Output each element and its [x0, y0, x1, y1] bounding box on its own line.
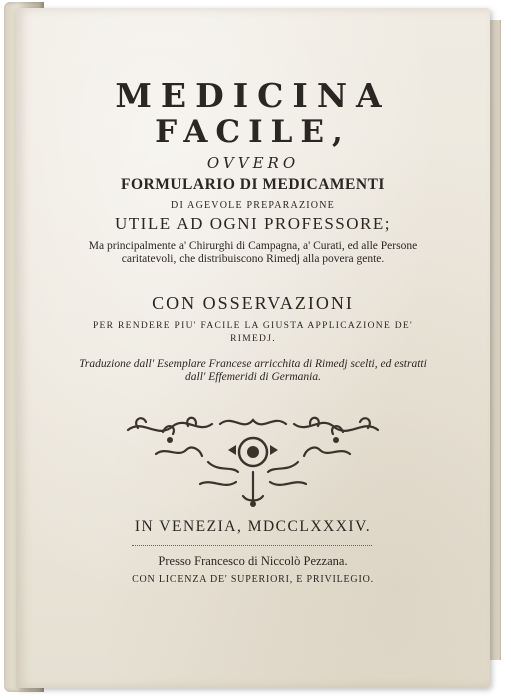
title-page: [16, 8, 490, 688]
floral-vignette-icon: [108, 410, 398, 510]
imprint-printer: Presso Francesco di Niccolò Pezzana.: [158, 554, 348, 568]
imprint-license: CON LICENZA DE' SUPERIORI, E PRIVILEGIO.: [132, 574, 374, 585]
title-line-medicina: MEDICINA: [115, 76, 391, 115]
title-line-ovvero: OVVERO: [206, 154, 300, 172]
subtitle-utile: UTILE AD OGNI PROFESSORE;: [115, 214, 391, 233]
imprint-rule: [132, 545, 372, 546]
heading-osservazioni: CON OSSERVAZIONI: [152, 293, 354, 313]
dedication-paragraph: Ma principalmente a' Chirurghi di Campagna, a' Curati, ed alle Persone caritatevoli, che distribuiscono Rimedj alla povera gente.: [88, 240, 418, 265]
imprint-place-date: IN VENEZIA, MDCCLXXXIV.: [134, 518, 372, 535]
translation-note: Traduzione dall' Esemplare Francese arricchita di Rimedj scelti, ed estratti dall' Effemeridi di Germania.: [79, 358, 427, 383]
subtitle-formulario: FORMULARIO DI MEDICAMENTI: [121, 176, 385, 193]
title-line-facile: FACILE,: [155, 114, 351, 150]
subtitle-preparazione: DI AGEVOLE PREPARAZIONE: [171, 200, 335, 211]
osservazioni-subtitle: PER RENDERE PIU' FACILE LA GIUSTA APPLICAZIONE DE' RIMEDJ.: [92, 321, 414, 344]
